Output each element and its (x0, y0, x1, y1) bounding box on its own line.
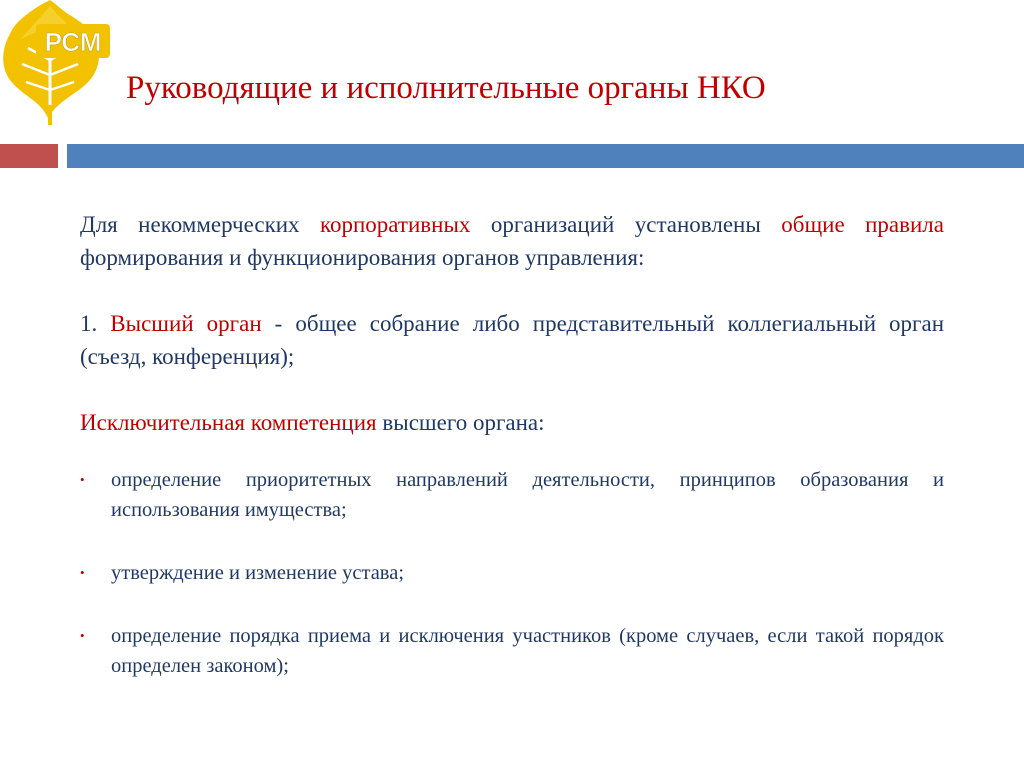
competence-list (80, 465, 944, 681)
list-item (80, 621, 944, 681)
competence-heading (80, 406, 944, 439)
item-number: 1. (80, 311, 111, 336)
list-item-text: определение порядка приема и исключения участников (кроме случаев, если такой порядок определен законом); (111, 625, 944, 677)
rsm-logo (0, 0, 112, 125)
bullet-icon: • (80, 565, 85, 580)
intro-paragraph (80, 208, 944, 274)
accent-bar-blue (67, 144, 1024, 168)
list-item-text: определение приоритетных направлений деятельности, принципов образования и использования имущества; (111, 469, 944, 521)
bullet-icon: • (80, 472, 85, 487)
accent-bar-red (0, 144, 58, 168)
highest-body-label: Высший орган (110, 311, 262, 336)
svg-text:РСМ: РСМ (44, 27, 102, 57)
intro-text-3: формирования и функционирования органов управления: (80, 245, 645, 270)
competence-label: Исключительная компетенция (80, 410, 377, 435)
intro-text-1: Для некоммерческих (80, 212, 320, 237)
highest-body-paragraph (80, 307, 944, 373)
highest-body-text: - общее собрание либо представительный коллегиальный орган (съезд, конференция); (80, 311, 945, 369)
birch-leaf-icon (0, 0, 112, 125)
intro-text-2: организаций установлены (470, 212, 782, 237)
slide-title: Руководящие и исполнительные органы НКО (126, 70, 766, 106)
bullet-icon: • (80, 628, 85, 643)
competence-text: высшего органа: (376, 410, 545, 435)
intro-highlight-1: корпоративных (319, 212, 471, 237)
list-item-text: утверждение и изменение устава; (111, 562, 405, 584)
slide-body (80, 208, 944, 681)
list-item (80, 465, 944, 525)
list-item (80, 558, 944, 588)
intro-highlight-2: общие правила (781, 212, 944, 237)
